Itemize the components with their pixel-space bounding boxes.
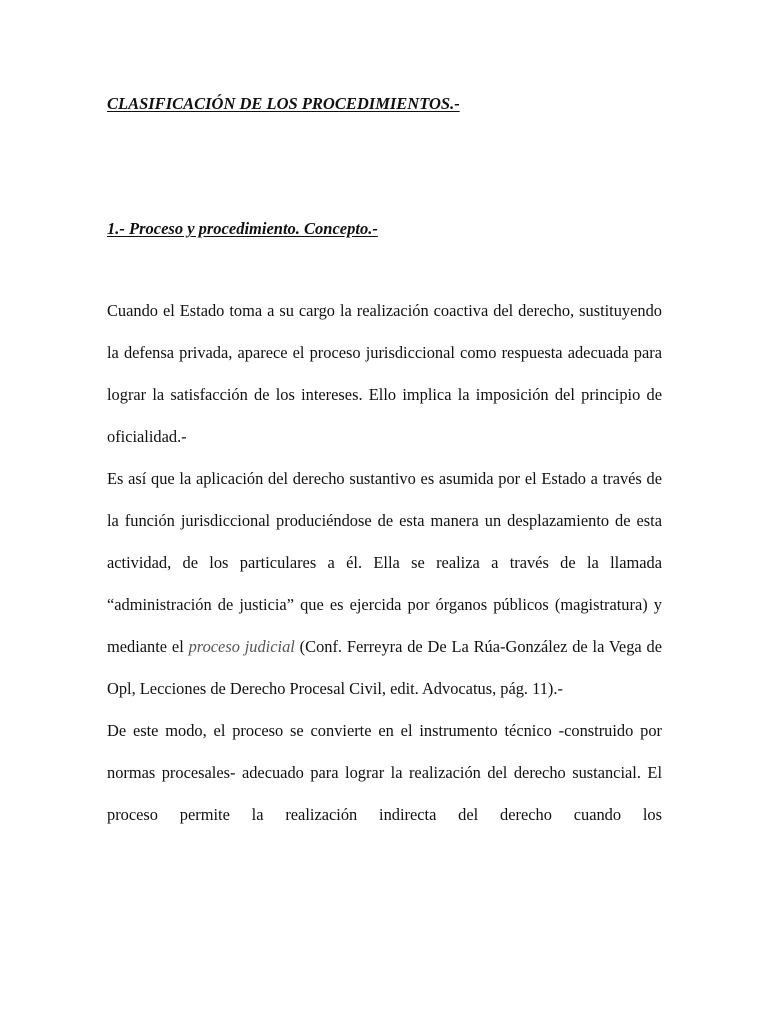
document-body <box>107 290 662 836</box>
paragraph-3: De este modo, el proceso se convierte en el instrumento técnico -construido por normas procesales- adecuado para lograr la realización del derecho sustancial. El proceso permite la realización indirecta del derecho cuando los <box>107 721 662 824</box>
proceso-judicial-emphasis: proceso judicial <box>188 637 295 656</box>
paragraph-1: Cuando el Estado toma a su cargo la realización coactiva del derecho, sustituyendo la defensa privada, aparece el proceso jurisdiccional como respuesta adecuada para lograr la satisfacción de los intereses. Ello implica la imposición del principio de oficialidad.- <box>107 301 662 446</box>
paragraph-2-text-before: Es así que la aplicación del derecho sustantivo es asumida por el Estado a través de la función jurisdiccional produciéndose de esta manera un desplazamiento de esta actividad, de los particulares a él. Ella se realiza a través de la llamada “administración de justicia” que es ejercida por órganos públicos (magistratura) y mediante el <box>107 469 662 656</box>
paragraph-2-text-after: (Conf. Ferreyra de De La Rúa-González de la Vega de Opl, Lecciones de Derecho Procesal Civil, edit. Advocatus, pág. 11).- <box>107 637 662 698</box>
section-heading: 1.- Proceso y procedimiento. Concepto.- <box>107 219 378 238</box>
document-title: CLASIFICACIÓN DE LOS PROCEDIMIENTOS.- <box>107 94 460 113</box>
paragraph-2 <box>107 458 662 710</box>
